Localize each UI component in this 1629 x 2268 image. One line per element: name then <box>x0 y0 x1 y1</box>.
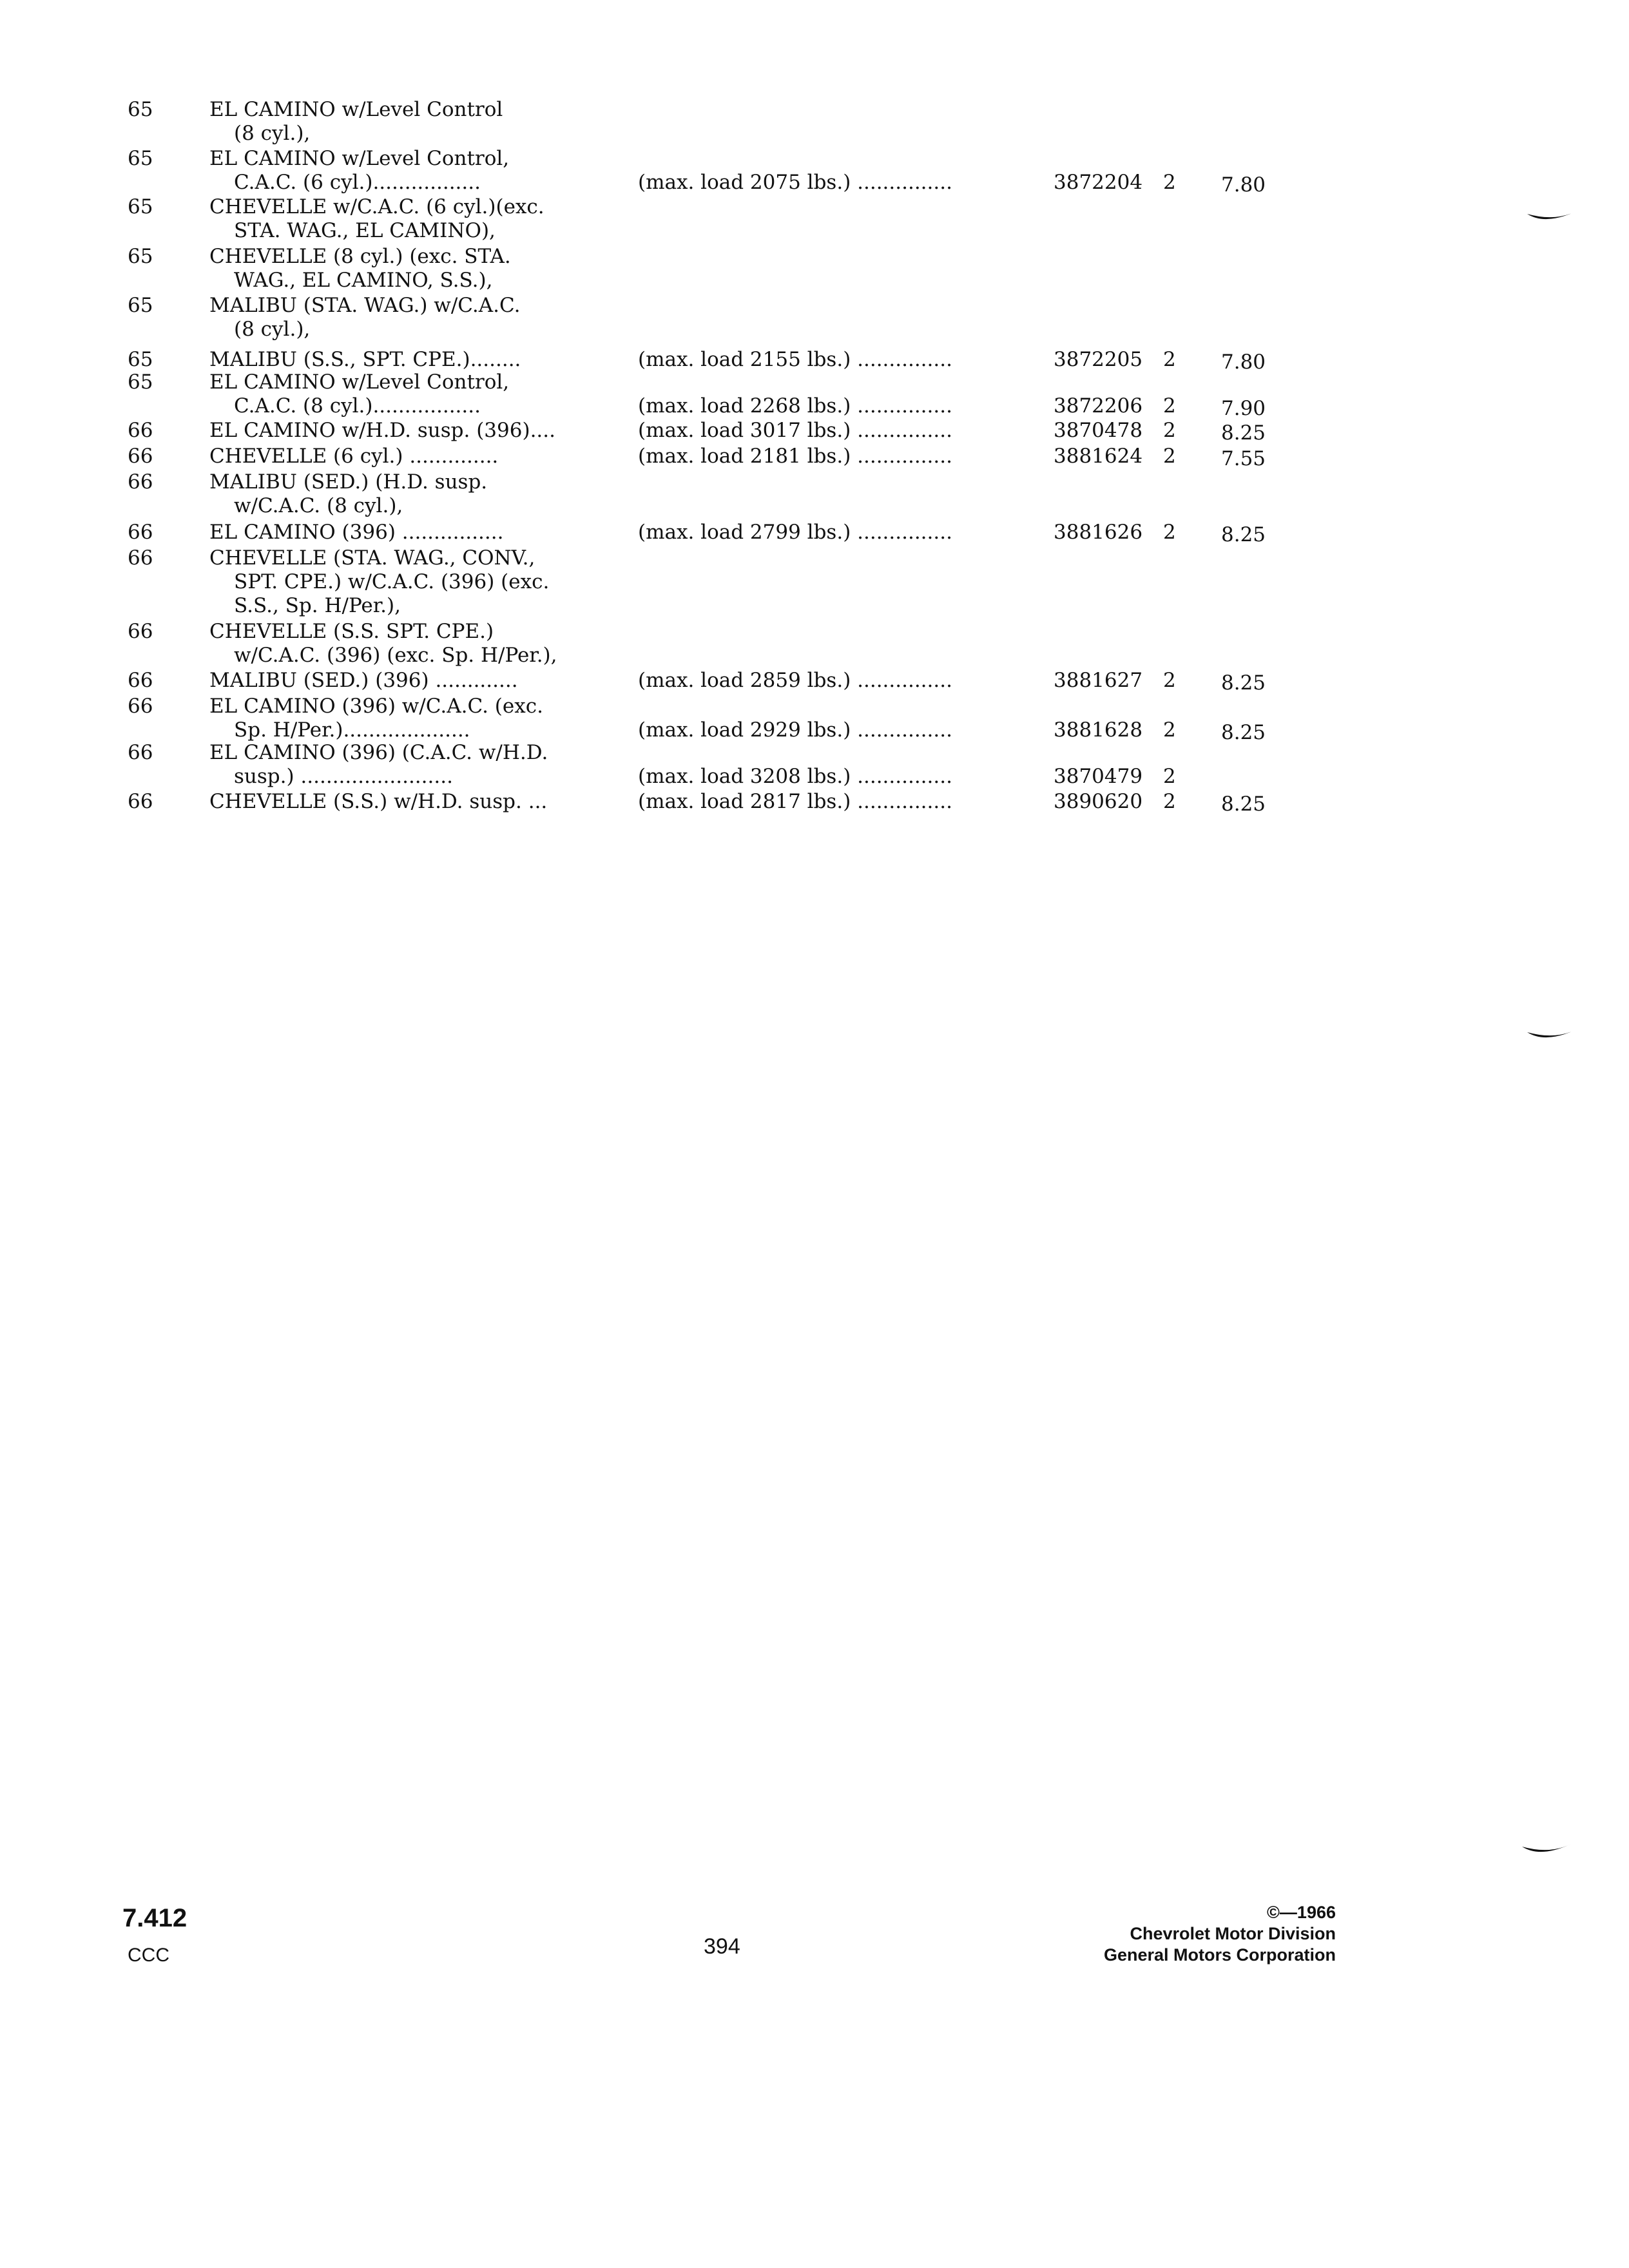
quantity: 2 <box>1163 171 1176 194</box>
model-year: 65 <box>128 294 153 317</box>
vehicle-description <box>209 98 503 146</box>
load-rating: (max. load 2075 lbs.) ............... <box>638 171 952 194</box>
part-number: 3881624 <box>1054 445 1143 468</box>
price: 7.80 <box>1221 173 1266 197</box>
quantity: 2 <box>1163 348 1176 371</box>
description-line: SPT. CPE.) w/C.A.C. (396) (exc. <box>234 570 550 593</box>
description-line: CHEVELLE (8 cyl.) (exc. STA. <box>209 245 511 268</box>
description-line: w/C.A.C. (396) (exc. Sp. H/Per.), <box>234 644 557 667</box>
description-line: EL CAMINO w/Level Control <box>209 98 503 121</box>
load-rating: (max. load 2929 lbs.) ............... <box>638 718 952 742</box>
vehicle-description <box>209 147 509 195</box>
model-year: 66 <box>128 741 153 764</box>
description-line: w/C.A.C. (8 cyl.), <box>234 494 403 517</box>
catalog-code: CCC <box>128 1945 169 1966</box>
description-line: MALIBU (STA. WAG.) w/C.A.C. <box>209 294 521 317</box>
description-line: C.A.C. (8 cyl.)................. <box>234 394 481 418</box>
part-number: 3872205 <box>1054 348 1143 371</box>
model-year: 65 <box>128 98 153 121</box>
quantity: 2 <box>1163 790 1176 813</box>
description-line: CHEVELLE (S.S.) w/H.D. susp. ... <box>209 790 548 813</box>
price: 8.25 <box>1221 523 1266 546</box>
model-year: 66 <box>128 419 153 442</box>
model-year: 66 <box>128 546 153 570</box>
division-line: Chevrolet Motor Division <box>1130 1924 1336 1943</box>
model-year: 66 <box>128 445 153 468</box>
quantity: 2 <box>1163 445 1176 468</box>
vehicle-description <box>209 245 511 293</box>
load-rating: (max. load 2268 lbs.) ............... <box>638 394 952 418</box>
description-line: EL CAMINO w/Level Control, <box>209 370 510 394</box>
part-number: 3872206 <box>1054 394 1143 418</box>
description-line: MALIBU (S.S., SPT. CPE.)........ <box>209 348 521 371</box>
description-line: CHEVELLE w/C.A.C. (6 cyl.)(exc. <box>209 195 545 218</box>
quantity: 2 <box>1163 718 1176 742</box>
vehicle-description <box>209 790 547 814</box>
load-rating: (max. load 2799 lbs.) ............... <box>638 521 952 544</box>
quantity: 2 <box>1163 765 1176 788</box>
quantity: 2 <box>1163 521 1176 544</box>
price: 8.25 <box>1221 421 1266 445</box>
vehicle-description <box>209 521 503 544</box>
vehicle-description <box>209 695 543 742</box>
vehicle-description <box>209 370 509 418</box>
description-line: (8 cyl.), <box>234 318 311 341</box>
vehicle-description <box>209 294 520 341</box>
description-line: CHEVELLE (S.S. SPT. CPE.) <box>209 620 494 643</box>
vehicle-description <box>209 445 498 468</box>
description-line: MALIBU (SED.) (H.D. susp. <box>209 470 488 494</box>
load-rating: (max. load 3208 lbs.) ............... <box>638 765 952 788</box>
description-line: CHEVELLE (STA. WAG., CONV., <box>209 546 535 570</box>
price: 7.55 <box>1221 447 1266 470</box>
description-line: susp.) ........................ <box>234 765 453 788</box>
vehicle-description <box>209 419 555 443</box>
quantity: 2 <box>1163 669 1176 692</box>
quantity: 2 <box>1163 419 1176 442</box>
load-rating: (max. load 2817 lbs.) ............... <box>638 790 952 813</box>
model-year: 66 <box>128 620 153 643</box>
description-line: Sp. H/Per.).................... <box>234 718 470 742</box>
description-line: CHEVELLE (6 cyl.) .............. <box>209 445 499 468</box>
price: 7.90 <box>1221 397 1266 420</box>
binder-mark-icon <box>1521 1840 1572 1860</box>
description-line: S.S., Sp. H/Per.), <box>234 594 401 617</box>
binder-mark-icon <box>1526 207 1577 227</box>
part-number: 3870479 <box>1054 765 1143 788</box>
part-number: 3881627 <box>1054 669 1143 692</box>
vehicle-description <box>209 348 521 372</box>
description-line: EL CAMINO (396) (C.A.C. w/H.D. <box>209 741 548 764</box>
model-year: 66 <box>128 790 153 813</box>
vehicle-description <box>209 195 545 243</box>
price: 8.25 <box>1221 671 1266 695</box>
load-rating: (max. load 2155 lbs.) ............... <box>638 348 952 371</box>
vehicle-description <box>209 470 487 518</box>
description-line: EL CAMINO w/H.D. susp. (396).... <box>209 419 555 442</box>
section-number: 7.412 <box>122 1904 188 1932</box>
model-year: 66 <box>128 695 153 718</box>
description-line: (8 cyl.), <box>234 122 311 145</box>
vehicle-description <box>209 669 518 693</box>
description-line: WAG., EL CAMINO, S.S.), <box>234 269 493 292</box>
model-year: 66 <box>128 521 153 544</box>
load-rating: (max. load 2181 lbs.) ............... <box>638 445 952 468</box>
model-year: 65 <box>128 245 153 268</box>
description-line: C.A.C. (6 cyl.)................. <box>234 171 481 194</box>
part-number: 3881626 <box>1054 521 1143 544</box>
model-year: 65 <box>128 370 153 394</box>
price: 8.25 <box>1221 721 1266 744</box>
quantity: 2 <box>1163 394 1176 418</box>
model-year: 65 <box>128 147 153 170</box>
description-line: EL CAMINO (396) ................ <box>209 521 504 544</box>
part-number: 3881628 <box>1054 718 1143 742</box>
part-number: 3890620 <box>1054 790 1143 813</box>
vehicle-description <box>209 620 557 668</box>
price: 8.25 <box>1221 793 1266 816</box>
model-year: 66 <box>128 669 153 692</box>
load-rating: (max. load 2859 lbs.) ............... <box>638 669 952 692</box>
part-number: 3872204 <box>1054 171 1143 194</box>
price: 7.80 <box>1221 351 1266 374</box>
model-year: 66 <box>128 470 153 494</box>
vehicle-description <box>209 546 549 618</box>
description-line: MALIBU (SED.) (396) ............. <box>209 669 518 692</box>
corporation-line: General Motors Corporation <box>1103 1945 1336 1965</box>
load-rating: (max. load 3017 lbs.) ............... <box>638 419 952 442</box>
vehicle-description <box>209 741 548 789</box>
description-line: STA. WAG., EL CAMINO), <box>234 219 496 242</box>
description-line: EL CAMINO (396) w/C.A.C. (exc. <box>209 695 543 718</box>
description-line: EL CAMINO w/Level Control, <box>209 147 510 170</box>
page-number: 394 <box>704 1934 740 1959</box>
part-number: 3870478 <box>1054 419 1143 442</box>
model-year: 65 <box>128 348 153 371</box>
binder-mark-icon <box>1526 1026 1577 1045</box>
model-year: 65 <box>128 195 153 218</box>
publisher-block <box>1104 1902 1336 1966</box>
copyright-line: ©—1966 <box>1267 1903 1336 1922</box>
